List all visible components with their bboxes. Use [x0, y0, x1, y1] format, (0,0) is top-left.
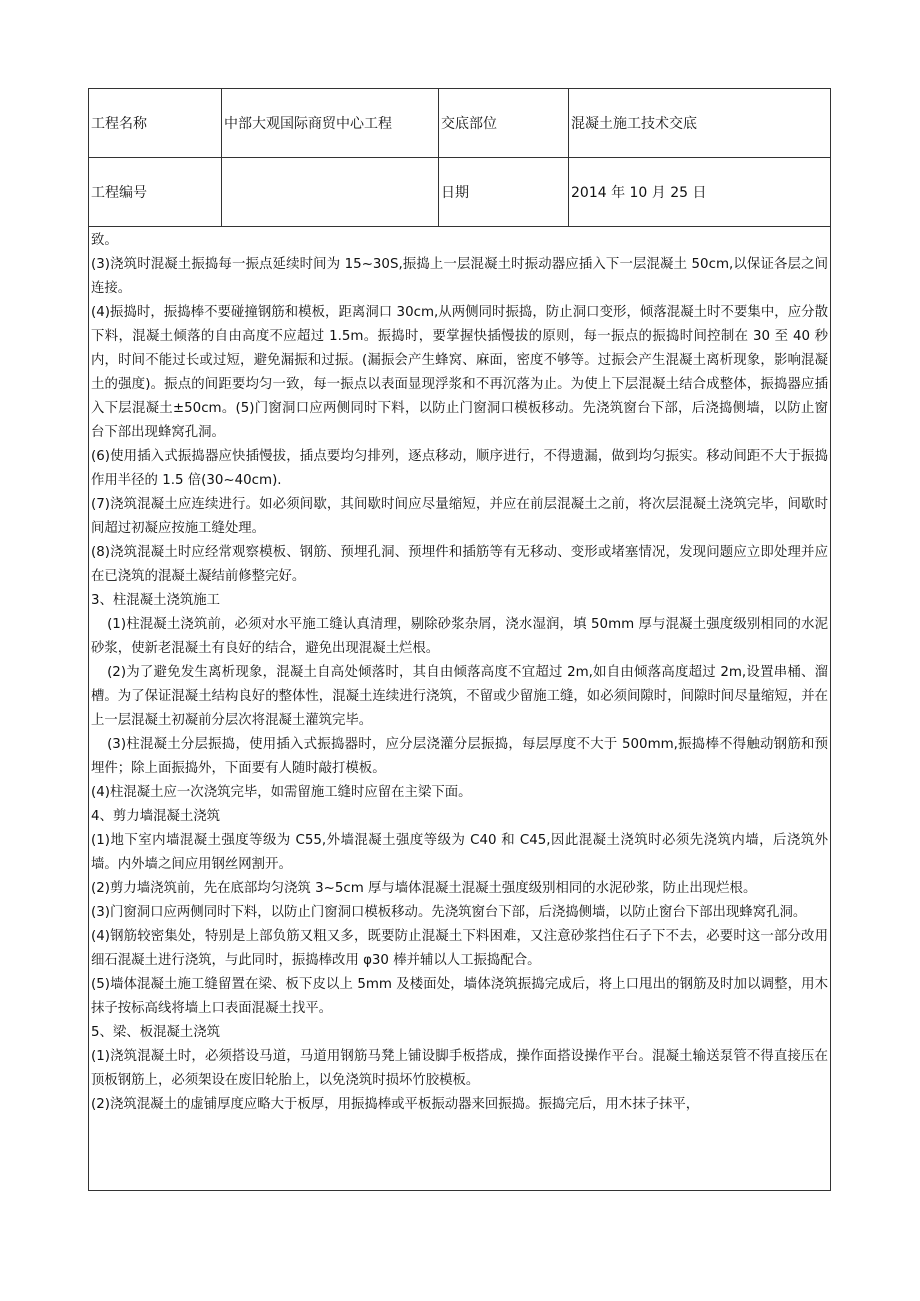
paragraph: (6)使用插入式振捣器应快插慢拔，插点要均匀排列，逐点移动，顺序进行，不得遗漏，做到均匀振实。移动间距不大于振捣作用半径的 1.5 倍(30~40cm). — [91, 449, 828, 488]
paragraph: (4)柱混凝土应一次浇筑完毕，如需留施工缝时应留在主梁下面。 — [91, 785, 472, 800]
paragraph: (3)门窗洞口应两侧同时下料，以防止门窗洞口模板移动。先浇筑窗台下部，后浇捣侧墙，以防止窗台下部出现蜂窝孔洞。 — [91, 905, 807, 920]
project-name-value: 中部大观国际商贸中心工程 — [222, 89, 439, 158]
header-table — [89, 89, 830, 227]
paragraph: 3、柱混凝土浇筑施工 — [91, 593, 221, 608]
paragraph: (4)振捣时，振捣棒不要碰撞钢筋和模板，距离洞口 30cm,从两侧同时振捣，防止洞口变形，倾落混凝土时不要集中，应分散下料，混凝土倾落的自由高度不应超过 1.5m。振捣时，要掌握快插慢拔的原则，每一振点的振捣时间控制在 30 至 40 秒内，时间不能过长或过短，避免漏振和过振。(漏振会产生蜂窝、麻面，密度不够等。过振会产生混凝土离析现象，影响混凝土的强度)。振点的间距要均匀一致，每一振点以表面显现浮浆和不再沉落为止。为使上下层混凝土结合成整体，振捣器应插入下层混凝土±50cm。(5)门窗洞口应两侧同时下料，以防止门窗洞口模板移动。先浇筑窗台下部，后浇捣侧墙，以防止窗台下部出现蜂窝孔洞。 — [91, 305, 828, 440]
paragraph: (4)钢筋较密集处，特别是上部负筋又粗又多，既要防止混凝土下料困难，又注意砂浆挡住石子下不去，必要时这一部分改用细石混凝土进行浇筑，与此同时，振捣棒改用 φ30 棒并辅以人工振捣配合。 — [91, 929, 828, 968]
paragraph: 致。 — [91, 233, 118, 248]
project-no-label: 工程编号 — [89, 158, 222, 227]
paragraph: (2)剪力墙浇筑前，先在底部均匀浇筑 3~5cm 厚与墙体混凝土混凝土强度级别相同的水泥砂浆，防止出现烂根。 — [91, 881, 757, 896]
paragraph: (1)柱混凝土浇筑前，必须对水平施工缝认真清理，剔除砂浆杂屑，浇水湿润，填 50mm 厚与混凝土强度级别相同的水泥砂浆，使新老混凝土有良好的结合，避免出现混凝土烂根。 — [91, 617, 828, 656]
paragraph: (1)浇筑混凝土时，必须搭设马道，马道用钢筋马凳上铺设脚手板搭成，操作面搭设操作平台。混凝土输送泵管不得直接压在顶板钢筋上，必须架设在废旧轮胎上，以免浇筑时损坏竹胶模板。 — [91, 1049, 828, 1088]
project-no-value — [222, 158, 439, 227]
part-label: 交底部位 — [439, 89, 569, 158]
paragraph: (3)浇筑时混凝土振捣每一振点延续时间为 15~30S,振捣上一层混凝土时振动器应插入下一层混凝土 50cm,以保证各层之间连接。 — [91, 257, 828, 296]
paragraph: (2)浇筑混凝土的虚铺厚度应略大于板厚，用振捣棒或平板振动器来回振捣。振捣完后，用木抹子抹平， — [91, 1097, 700, 1112]
project-name-label: 工程名称 — [89, 89, 222, 158]
disclosure-sheet — [88, 88, 831, 1191]
date-label: 日期 — [439, 158, 569, 227]
paragraph: (1)地下室内墙混凝土强度等级为 C55,外墙混凝土强度等级为 C40 和 C45,因此混凝土浇筑时必须先浇筑内墙，后浇筑外墙。内外墙之间应用钢丝网割开。 — [91, 833, 828, 872]
paragraph: (5)墙体混凝土施工缝留置在梁、板下皮以上 5mm 及楼面处，墙体浇筑振捣完成后，将上口甩出的钢筋及时加以调整，用木抹子按标高线将墙上口表面混凝土找平。 — [91, 977, 828, 1016]
disclosure-content — [89, 227, 830, 1117]
paragraph: (3)柱混凝土分层振捣，使用插入式振捣器时，应分层浇灌分层振捣，每层厚度不大于 500mm,振捣棒不得触动钢筋和预埋件；除上面振捣外，下面要有人随时敲打模板。 — [91, 737, 828, 776]
paragraph: (8)浇筑混凝土时应经常观察模板、钢筋、预埋孔洞、预埋件和插筋等有无移动、变形或堵塞情况，发现问题应立即处理并应在已浇筑的混凝土凝结前修整完好。 — [91, 545, 828, 584]
paragraph: (7)浇筑混凝土应连续进行。如必须间歇，其间歇时间应尽量缩短，并应在前层混凝土之前，将次层混凝土浇筑完毕，间歇时间超过初凝应按施工缝处理。 — [91, 497, 828, 536]
date-value: 2014 年 10 月 25 日 — [569, 158, 830, 227]
paragraph: 4、剪力墙混凝土浇筑 — [91, 809, 221, 824]
part-value: 混凝土施工技术交底 — [569, 89, 830, 158]
paragraph: (2)为了避免发生离析现象，混凝土自高处倾落时，其自由倾落高度不宜超过 2m,如自由倾落高度超过 2m,设置串桶、溜槽。为了保证混凝土结构良好的整体性，混凝土连续进行浇筑，不留或少留施工缝，如必须间隙时，间隙时间尽量缩短，并在上一层混凝土初凝前分层次将混凝土灌筑完毕。 — [91, 665, 828, 728]
paragraph: 5、梁、板混凝土浇筑 — [91, 1025, 221, 1040]
